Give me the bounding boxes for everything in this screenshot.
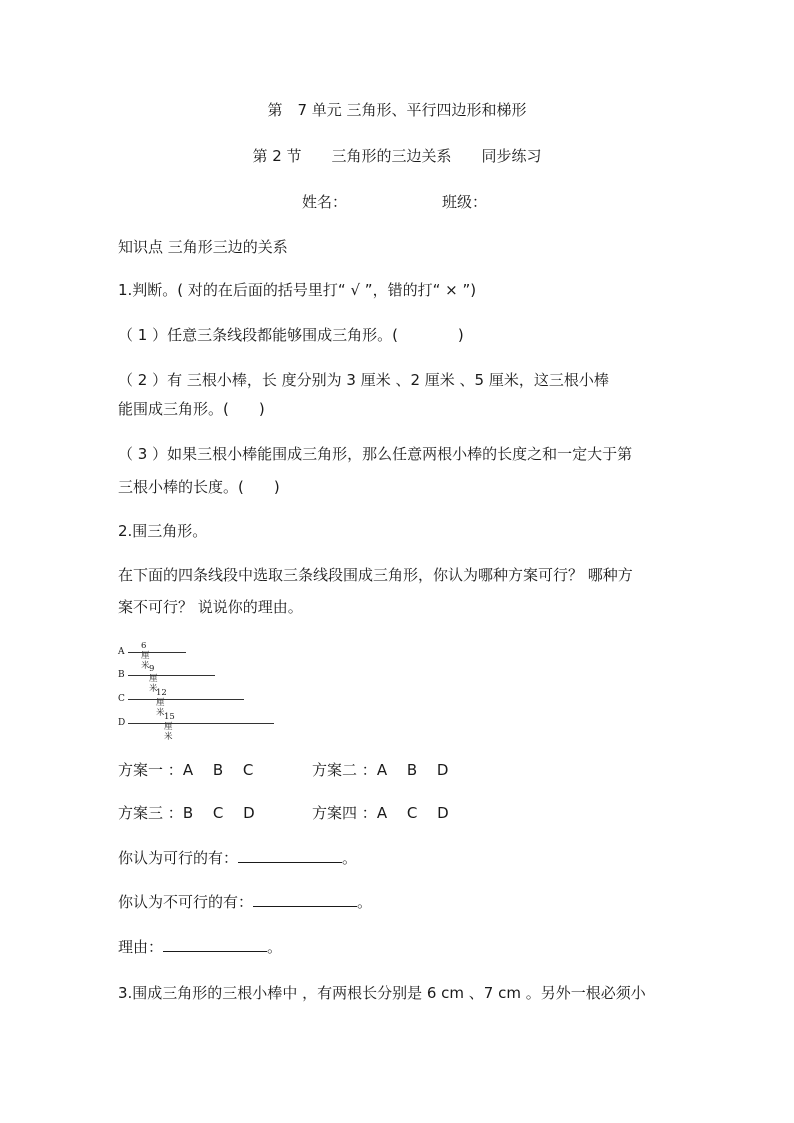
q1-item-3-line2: 三根小棒的长度。( ) <box>118 478 280 496</box>
segment-letter: D <box>118 718 126 728</box>
plan-name: 方案三 <box>118 804 164 822</box>
name-label: 姓名： <box>302 193 348 211</box>
section-title: 第 2 节 三角形的三边关系 同步练习 <box>252 147 542 165</box>
plan-name: 方案四 <box>312 804 358 822</box>
q2-desc-line1: 在下面的四条线段中选取三条线段围成三角形，你认为哪种方案可行？ 哪种方 <box>118 566 633 584</box>
segment-letter: A <box>118 647 125 657</box>
segment-bar <box>128 675 215 676</box>
q1-item-2-line1: （ 2 ）有 三根小棒，长 度分别为 3 厘米 、2 厘米 、5 厘米，这三根小棒 <box>118 371 609 389</box>
period: 。 <box>357 893 373 911</box>
q1-item-1: （ 1 ）任意三条线段都能够围成三角形。( ) <box>118 326 464 344</box>
reason-answer-blank[interactable] <box>163 937 267 952</box>
feasible-label: 你认为可行的有： <box>118 849 239 867</box>
plan-name: 方案二 <box>312 761 358 779</box>
q3-stem: 3.围成三角形的三根小棒中 ，有两根长分别是 6 cm 、7 cm 。另外一根必须小 <box>118 984 646 1002</box>
unit-title: 第 7 单元 三角形、平行四边形和梯形 <box>267 101 527 119</box>
plan-set: A B C <box>182 761 254 779</box>
q1-stem: 1.判断。( 对的在后面的括号里打“ √ ”，错的打“ × ”) <box>118 281 477 299</box>
feasible-answer-line <box>118 848 357 868</box>
infeasible-answer-blank[interactable] <box>253 892 357 907</box>
plan-set: A B D <box>376 761 449 779</box>
segment-letter: C <box>118 694 125 704</box>
q2-stem: 2.围三角形。 <box>118 522 208 540</box>
plan-set: B C D <box>182 804 255 822</box>
q1-item-2-line2: 能围成三角形。( ) <box>118 400 265 418</box>
plan-set: A C D <box>376 804 449 822</box>
q1-item-3-line1: （ 3 ）如果三根小棒能围成三角形，那么任意两根小棒的长度之和一定大于第 <box>118 445 633 463</box>
segment-bar <box>128 652 186 653</box>
segment-label: 6 厘米 <box>141 641 150 671</box>
infeasible-answer-line <box>118 892 372 912</box>
class-label: 班级： <box>442 193 488 211</box>
plan-one: 方案一 ：A B C <box>118 761 254 779</box>
knowledge-point: 知识点 三角形三边的关系 <box>118 238 288 256</box>
plan-two: 方案二 ：A B D <box>312 761 449 779</box>
feasible-answer-blank[interactable] <box>238 848 342 863</box>
q2-desc-line2: 案不可行？ 说说你的理由。 <box>118 598 303 616</box>
plan-three: 方案三 ：B C D <box>118 804 255 822</box>
infeasible-label: 你认为不可行的有： <box>118 893 254 911</box>
plan-name: 方案一 <box>118 761 164 779</box>
segment-letter: B <box>118 670 125 680</box>
plan-four: 方案四 ：A C D <box>312 804 449 822</box>
segment-label: 9 厘米 <box>149 664 158 694</box>
segment-bar <box>128 699 244 700</box>
reason-answer-line <box>118 937 282 957</box>
reason-label: 理由： <box>118 938 164 956</box>
period: 。 <box>342 849 358 867</box>
segment-label: 12 厘米 <box>156 688 167 718</box>
segment-label: 15 厘米 <box>164 712 175 742</box>
segment-bar <box>128 723 274 724</box>
period: 。 <box>267 938 283 956</box>
